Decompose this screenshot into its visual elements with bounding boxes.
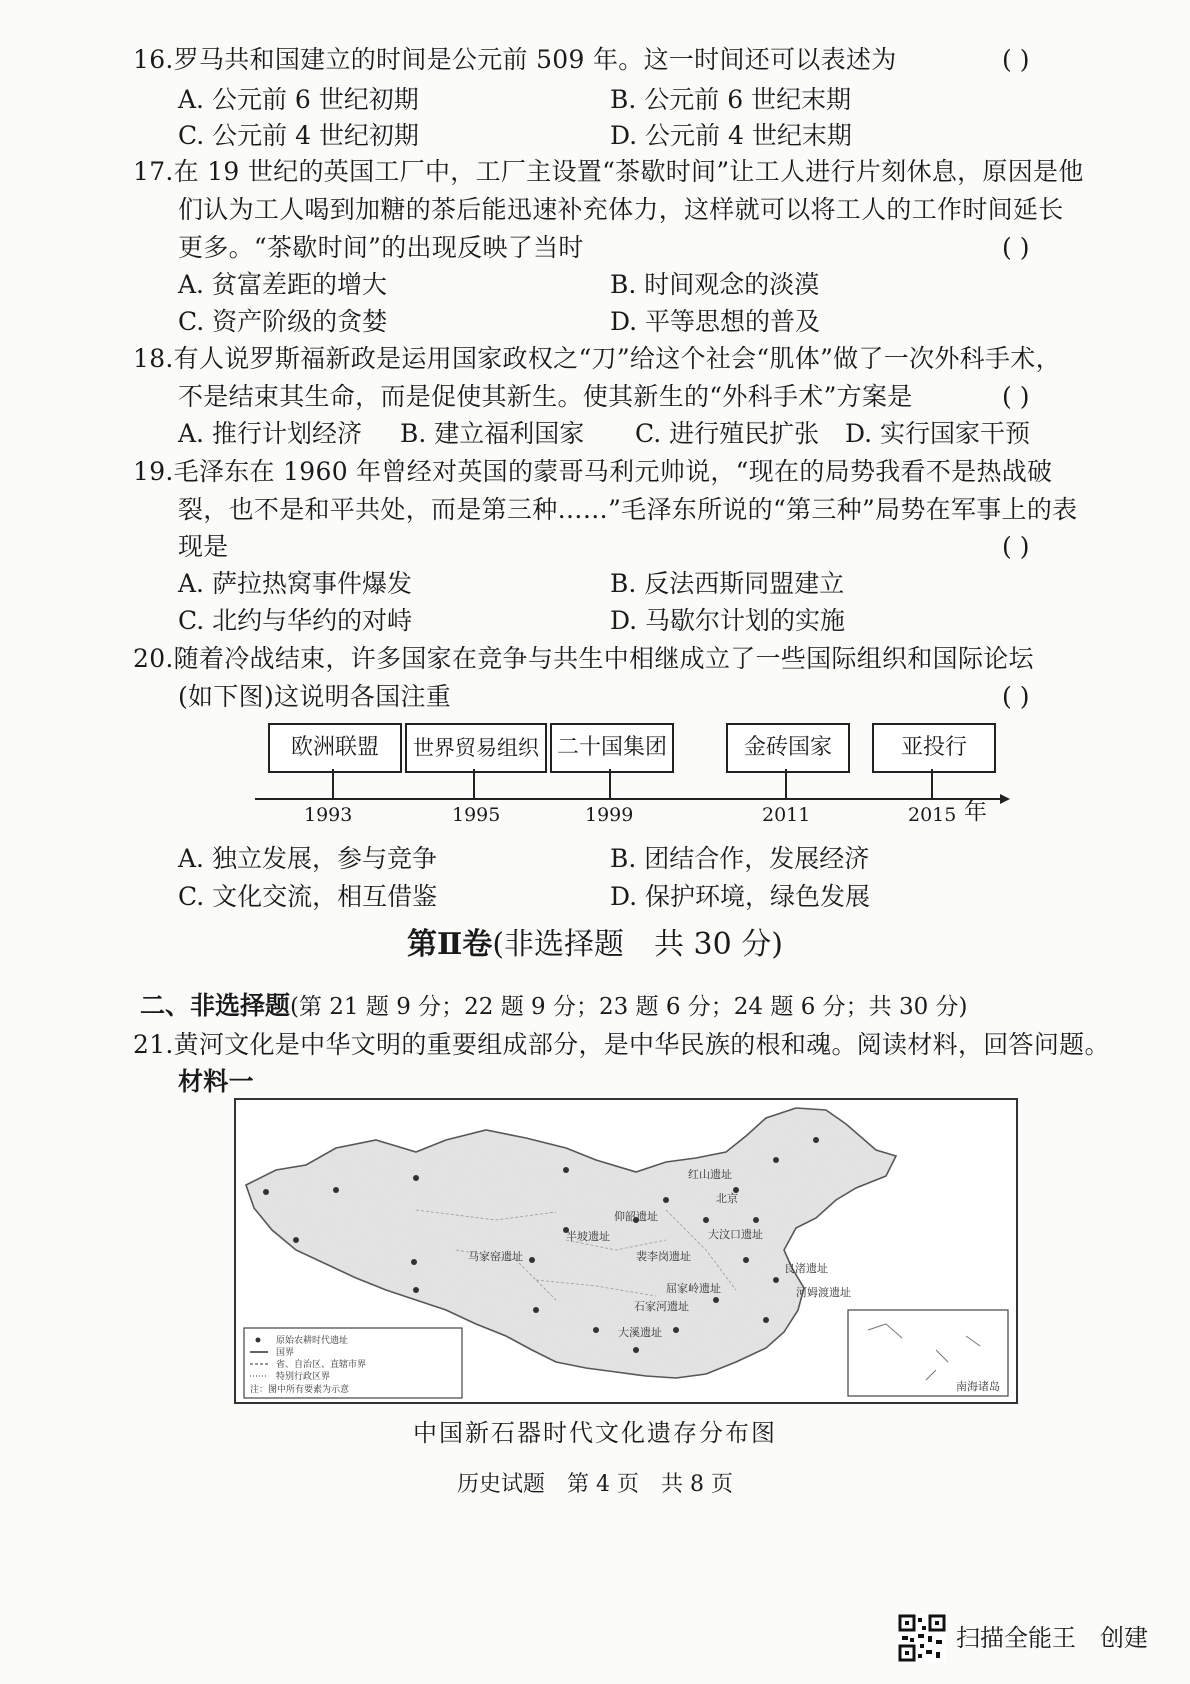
map-caption: 中国新石器时代文化遗存分布图 [413, 1419, 777, 1447]
timeline-year-2015: 2015 [908, 804, 957, 826]
timeline-box-aiib: 亚投行 [872, 723, 996, 773]
timeline-box-g20: 二十国集团 [550, 723, 674, 773]
q18-line-2: 不是结束其生命，而是促使其新生。使其新生的“外科手术”方案是 [178, 382, 913, 411]
svg-text:仰韶遗址: 仰韶遗址 [614, 1210, 658, 1223]
timeline-box-brics: 金砖国家 [726, 723, 850, 773]
part-heading-label: 二、非选择题 [140, 991, 291, 1020]
q19-line-1: 19.毛泽东在 1960 年曾经对英国的蒙哥马利元帅说，“现在的局势我看不是热战破 [133, 457, 1053, 486]
q20-option-c: C. 文化交流，相互借鉴 [178, 882, 438, 911]
scanner-label: 扫描全能王 创建 [956, 1624, 1148, 1652]
q17-option-c: C. 资产阶级的贪婪 [178, 307, 388, 336]
q16-option-a: A. 公元前 6 世纪初期 [178, 85, 419, 114]
section-title [0, 925, 1190, 965]
q18-option-b: B. 建立福利国家 [400, 419, 585, 448]
q20-line-1: 20.随着冷战结束，许多国家在竞争与共生中相继成立了一些国际组织和国际论坛 [133, 644, 1034, 673]
svg-text:省、自治区、直辖市界: 省、自治区、直辖市界 [276, 1360, 367, 1370]
svg-text:石家河遗址: 石家河遗址 [634, 1300, 689, 1313]
south-sea-label: 南海诸岛 [956, 1380, 1000, 1393]
qr-code-icon [898, 1614, 946, 1662]
q17-line-2: 们认为工人喝到加糖的茶后能迅速补充体力，这样就可以将工人的工作时间延长 [178, 195, 1064, 224]
q19-option-b: B. 反法西斯同盟建立 [610, 569, 845, 598]
q19-answer-paren: ( ) [1002, 532, 1030, 561]
q16-option-b: B. 公元前 6 世纪末期 [610, 85, 852, 114]
timeline-axis [250, 769, 1010, 805]
q19-option-c: C. 北约与华约的对峙 [178, 606, 413, 635]
part-heading [140, 990, 968, 1023]
q16-option-c: C. 公元前 4 世纪初期 [178, 121, 419, 150]
q17-line-3: 更多。“茶歇时间”的出现反映了当时 [178, 233, 584, 262]
q16-option-d: D. 公元前 4 世纪末期 [610, 121, 852, 150]
timeline-box-eu: 欧洲联盟 [268, 723, 402, 773]
timeline-year-1995: 1995 [452, 804, 501, 826]
q20-option-b: B. 团结合作，发展经济 [610, 844, 870, 873]
q18-option-a: A. 推行计划经济 [178, 419, 362, 448]
timeline-year-2011: 2011 [762, 804, 811, 826]
q20-answer-paren: ( ) [1002, 682, 1030, 711]
q17-option-d: D. 平等思想的普及 [610, 307, 821, 336]
svg-text:裴李岗遗址: 裴李岗遗址 [636, 1250, 691, 1263]
q18-option-d: D. 实行国家干预 [845, 419, 1031, 448]
svg-text:河姆渡遗址: 河姆渡遗址 [796, 1286, 851, 1299]
q20-option-a: A. 独立发展，参与竞争 [178, 844, 437, 873]
svg-text:马家窑遗址: 马家窑遗址 [468, 1250, 523, 1263]
q21-material-label: 材料一 [178, 1067, 254, 1096]
svg-text:北京: 北京 [716, 1192, 738, 1205]
neolithic-map [234, 1098, 1018, 1404]
map-graphic [236, 1100, 1016, 1402]
svg-text:良渚遗址: 良渚遗址 [784, 1262, 828, 1275]
svg-text:红山遗址: 红山遗址 [688, 1168, 732, 1181]
q19-line-2: 裂，也不是和平共处，而是第三种……”毛泽东所说的“第三种”局势在军事上的表 [178, 495, 1078, 524]
svg-text:国界: 国界 [276, 1348, 295, 1358]
part-heading-note: (第 21 题 9 分；22 题 9 分；23 题 6 分；24 题 6 分；共 30 分) [290, 994, 968, 1020]
timeline-year-1999: 1999 [585, 804, 634, 826]
q17-option-b: B. 时间观念的淡漠 [610, 270, 820, 299]
q17-answer-paren: ( ) [1002, 233, 1030, 262]
q19-option-d: D. 马歇尔计划的实施 [610, 606, 846, 635]
q21-stem: 21.黄河文化是中华文明的重要组成部分，是中华民族的根和魂。阅读材料，回答问题。 [133, 1030, 1110, 1059]
svg-text:大溪遗址: 大溪遗址 [618, 1326, 662, 1339]
q18-option-c: C. 进行殖民扩张 [635, 419, 820, 448]
q20-line-2: (如下图)这说明各国注重 [178, 682, 452, 711]
q16-answer-paren: ( ) [1002, 45, 1030, 74]
svg-text:特别行政区界: 特别行政区界 [276, 1372, 331, 1382]
q17-option-a: A. 贫富差距的增大 [178, 270, 387, 299]
q19-option-a: A. 萨拉热窝事件爆发 [178, 569, 412, 598]
q18-answer-paren: ( ) [1002, 382, 1030, 411]
timeline-year-1993: 1993 [304, 804, 353, 826]
q18-line-1: 18.有人说罗斯福新政是运用国家政权之“刀”给这个社会“肌体”做了一次外科手术， [133, 344, 1061, 373]
q19-line-3: 现是 [178, 532, 229, 561]
svg-text:半坡遗址: 半坡遗址 [566, 1230, 610, 1243]
page-footer: 历史试题 第 4 页 共 8 页 [457, 1472, 733, 1497]
timeline-unit: 年 [964, 799, 987, 825]
q16-line-1: 16.罗马共和国建立的时间是公元前 509 年。这一时间还可以表述为 [133, 45, 897, 74]
q20-option-d: D. 保护环境，绿色发展 [610, 882, 871, 911]
timeline-box-wto: 世界贸易组织 [405, 723, 547, 773]
section-title-sub: (非选择题 共 30 分) [492, 927, 783, 962]
section-title-main: 第Ⅱ卷 [407, 927, 493, 962]
svg-text:注：图中所有要素为示意: 注：图中所有要素为示意 [250, 1385, 350, 1395]
svg-text:大汶口遗址: 大汶口遗址 [708, 1228, 763, 1241]
scanner-watermark [898, 1614, 1158, 1662]
q17-line-1: 17.在 19 世纪的英国工厂中，工厂主设置“茶歇时间”让工人进行片刻休息，原因是他 [133, 157, 1084, 186]
svg-text:屈家岭遗址: 屈家岭遗址 [666, 1282, 721, 1295]
svg-text:原始农耕时代遗址: 原始农耕时代遗址 [276, 1336, 349, 1346]
